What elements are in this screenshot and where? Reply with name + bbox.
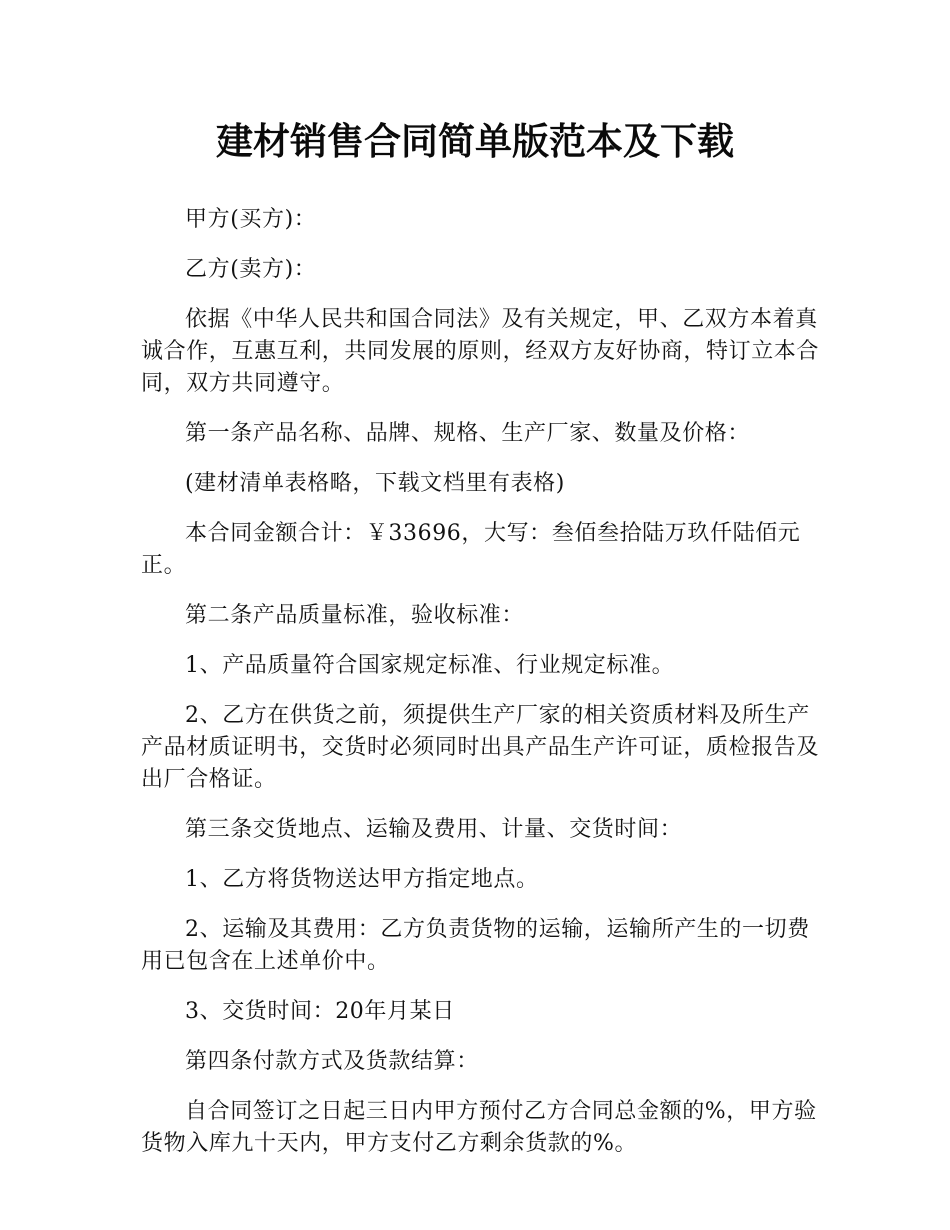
document-title: 建材销售合同简单版范本及下载	[216, 120, 734, 163]
materials-list-note: (建材清单表格略，下载文档里有表格)	[185, 471, 565, 496]
article-3-item-3: 3、交货时间：20年月某日	[185, 999, 455, 1024]
article-4-heading: 第四条付款方式及货款结算：	[185, 1049, 479, 1074]
preamble-paragraph: 依据《中华人民共和国合同法》及有关规定，甲、乙双方本着真诚合作，互惠互利，共同发展的原则，经双方友好协商，特订立本合同，双方共同遵守。	[141, 307, 820, 396]
payment-terms-paragraph: 自合同签订之日起三日内甲方预付乙方合同总金额的%，甲方验货物入库九十天内，甲方支付乙方剩余货款的%。	[141, 1099, 817, 1156]
contract-total-amount: 本合同金额合计：￥33696，大写：叁佰叁拾陆万玖仟陆佰元正。	[141, 521, 801, 578]
article-1-heading: 第一条产品名称、品牌、规格、生产厂家、数量及价格：	[185, 421, 751, 446]
article-2-heading: 第二条产品质量标准，验收标准：	[185, 603, 525, 628]
article-3-item-2: 2、运输及其费用：乙方负责货物的运输，运输所产生的一切费用已包含在上述单价中。	[141, 917, 810, 974]
article-3-heading: 第三条交货地点、运输及费用、计量、交货时间：	[185, 817, 683, 842]
document-body	[141, 204, 829, 1178]
article-3-item-1: 1、乙方将货物送达甲方指定地点。	[185, 867, 539, 892]
article-2-item-1: 1、产品质量符合国家规定标准、行业规定标准。	[185, 653, 675, 678]
party-a-line: 甲方(买方)：	[185, 207, 317, 232]
article-2-item-2: 2、乙方在供货之前，须提供生产厂家的相关资质材料及所生产产品材质证明书，交货时必须同时出具产品生产许可证，质检报告及出厂合格证。	[141, 703, 820, 792]
party-b-line: 乙方(卖方)：	[185, 257, 317, 282]
